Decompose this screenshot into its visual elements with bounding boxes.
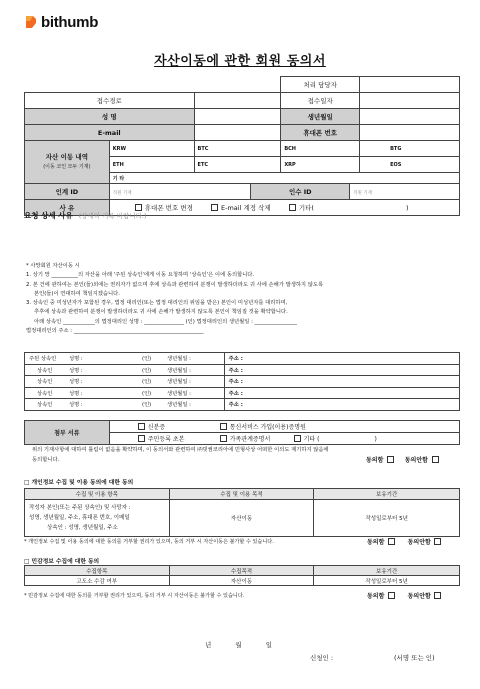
- notice-heading: * 사망회원 자산이동 시: [26, 263, 80, 269]
- coin-btc: BTC: [194, 141, 281, 157]
- handler-label: 처리 담당자: [281, 77, 360, 93]
- attach-telecom-label: 통신서비스 가입(이용)증명원: [229, 424, 306, 431]
- phone-field[interactable]: [360, 125, 460, 141]
- heir-address-cell[interactable]: [224, 399, 459, 411]
- unique-note: * 민감정보 수집에 대한 동의를 거부할 권리가 있으며, 동의 거부 시 자산이동은 불가할 수 있습니다.: [24, 593, 245, 599]
- coin-eos: EOS: [360, 157, 460, 173]
- heir-role: 상속인: [37, 379, 53, 386]
- receipt-date-field[interactable]: [360, 93, 460, 109]
- notice-item-3a: 3. 상속인 중 미성년자가 포함된 경우, 법정 대리인(또는 법정 대리인의 위임을 받은) 본인이 미성년자를 대리하며,: [26, 300, 288, 307]
- attach-row-2: [109, 433, 459, 445]
- personal-items-2: 성명, 생년월일, 주소, 휴대폰 번호, 이메일: [29, 515, 130, 521]
- heir-address: 주소 :: [228, 390, 243, 397]
- personal-agree-label: 동의함: [367, 539, 385, 546]
- personal-period: 작성일로부터 5년: [314, 500, 460, 537]
- unique-note-row: [24, 592, 460, 599]
- heir-name: 성명 :: [69, 402, 83, 409]
- birth-label: 생년월일: [281, 109, 360, 125]
- signature-hint[interactable]: (서명 또는 인): [394, 654, 435, 662]
- heir-seal: (인): [142, 356, 152, 363]
- coin-etc: ETC: [194, 157, 281, 173]
- coin-bch: BCH: [281, 141, 360, 157]
- consent-agree-label: 동의함: [366, 456, 384, 464]
- attach-other-checkbox[interactable]: [294, 435, 301, 442]
- applicant-label: 신청인 :: [310, 654, 334, 662]
- brand-name: bithumb: [41, 13, 99, 31]
- attachment-table: [24, 420, 460, 445]
- notice-item-3b: 추후에 상속과 관련하여 분쟁이 발생하더라도 귀 사에 손해가 발생하지 않도록 본인이 책임질 것을 확약합니다.: [34, 309, 288, 316]
- asset-subtitle: (이동 코인 모두 기재): [43, 164, 91, 170]
- heir-address: 주소 :: [228, 356, 243, 363]
- heir-address-cell[interactable]: [224, 364, 459, 376]
- personal-note: * 개인정보 수집 및 이용 동의에 대한 동의를 거부할 권리가 있으며, 동의 거부 시 자산이동은 불가할 수 있습니다.: [24, 539, 274, 545]
- heir-role: 상속인: [37, 390, 53, 397]
- heir-seal: (인): [142, 402, 152, 409]
- notice-minor-line: 아래 상속인 ____________의 법정대리인 성명 : _______________ (인) 법정대리인의 생년월일 : ________________: [34, 318, 297, 325]
- heir-seal: (인): [142, 390, 152, 397]
- heir-seal: (인): [142, 379, 152, 386]
- request-detail[interactable]: [24, 210, 147, 221]
- transfer-id-hint: 직원 기재: [112, 190, 132, 196]
- coin-xrp: XRP: [281, 157, 360, 173]
- unique-purpose: 자산이동: [169, 576, 314, 586]
- reason-email-label: E-mail 계정 삭제: [221, 204, 271, 212]
- personal-col-purpose: 수집 및 이용 목적: [169, 489, 314, 500]
- request-hint: (상세히 기록 바랍니다.): [78, 212, 147, 220]
- request-label: 요청 상세 사유: [24, 211, 73, 220]
- attach-id-card-label: 신분증: [147, 424, 166, 431]
- coin-krw: KRW: [109, 141, 194, 157]
- reason-label: 사 유: [25, 200, 110, 216]
- attach-label: 첨부 서류: [25, 421, 110, 445]
- heir-role: 주된 상속인: [29, 356, 57, 363]
- notice-item-2b: 본인(들)이 연대하여 책임지겠습니다.: [34, 290, 120, 297]
- attach-family-label: 가족관계증명서: [229, 436, 271, 443]
- coin-other: 기 타: [109, 173, 459, 184]
- receive-id-label: 인수 ID: [251, 184, 350, 200]
- heir-info-cell[interactable]: [25, 353, 225, 365]
- heir-birth: 생년월일 :: [167, 402, 191, 409]
- heir-info-cell[interactable]: [25, 399, 225, 411]
- consent-disagree-label: 동의안함: [404, 456, 428, 464]
- asset-label: [25, 141, 110, 184]
- heir-address-cell[interactable]: [224, 376, 459, 388]
- personal-items-1: 작성자 본인(또는 주된 상속인) 및 사망자 :: [29, 505, 131, 511]
- date-day: 일: [265, 641, 272, 649]
- transfer-id-field[interactable]: [109, 184, 251, 200]
- deceased-notice: [26, 262, 458, 336]
- handler-field[interactable]: [360, 77, 460, 93]
- consent-line-1: 위의 기재사항에 대하여 틀림이 없음을 확약하며, 이 동의서와 관련하여 ㈜빗썸코리아에 민형사상 어떠한 이의도 제기하지 않음에: [32, 447, 329, 453]
- attach-resident-checkbox[interactable]: [138, 435, 145, 442]
- personal-col-period: 보유기간: [314, 489, 460, 500]
- date-year: 년: [205, 641, 212, 649]
- heir-role: 상속인: [37, 367, 53, 374]
- heir-row: [25, 399, 460, 411]
- personal-disagree-checkbox[interactable]: [434, 538, 441, 545]
- heir-info-cell[interactable]: [25, 376, 225, 388]
- attach-telecom-checkbox[interactable]: [220, 423, 227, 430]
- reason-other-label: 기타(: [298, 204, 314, 212]
- heir-address: 주소 :: [228, 402, 243, 409]
- heir-info-cell[interactable]: [25, 364, 225, 376]
- reason-other-close: ): [406, 204, 409, 212]
- personal-purpose: 자산이동: [169, 500, 314, 537]
- consent-line-2: 동의합니다.: [32, 456, 60, 463]
- unique-disagree-checkbox[interactable]: [434, 592, 441, 599]
- unique-agree-group: [367, 591, 444, 600]
- personal-col-items: 수집 및 이용 항목: [25, 489, 170, 500]
- email-field[interactable]: [194, 125, 281, 141]
- consent-block: [32, 446, 460, 465]
- attach-resident-label: 주민등록 초본: [147, 436, 185, 443]
- unique-period: 작성일로부터 5년: [314, 576, 460, 586]
- heir-name: 성명 :: [69, 367, 83, 374]
- name-label: 성 명: [25, 109, 195, 125]
- personal-agree-checkbox[interactable]: [388, 538, 395, 545]
- member-info-table: [24, 76, 460, 216]
- heir-birth: 생년월일 :: [167, 390, 191, 397]
- attach-id-card-checkbox[interactable]: [138, 423, 145, 430]
- heir-name: 성명 :: [69, 379, 83, 386]
- heir-address: 주소 :: [228, 379, 243, 386]
- unique-col-purpose: 수집목적: [169, 566, 314, 576]
- unique-agree-checkbox[interactable]: [388, 592, 395, 599]
- asset-title: 자산 이동 내역: [45, 153, 88, 161]
- unique-items: 고도소 수감 여부: [25, 576, 170, 586]
- coin-btg: BTG: [360, 141, 460, 157]
- heir-birth: 생년월일 :: [167, 379, 191, 386]
- transfer-id-label: 인계 ID: [25, 184, 110, 200]
- heir-address-cell[interactable]: [224, 387, 459, 399]
- receipt-path-field[interactable]: [194, 93, 281, 109]
- heir-seal: (인): [142, 367, 152, 374]
- name-field[interactable]: [194, 109, 281, 125]
- unique-agree-label: 동의함: [367, 593, 385, 600]
- heir-birth: 생년월일 :: [167, 356, 191, 363]
- page-title: 자산이동에 관한 회원 동의서: [154, 54, 326, 69]
- date-month: 월: [235, 641, 242, 649]
- coin-eth: ETH: [109, 157, 194, 173]
- heir-row: [25, 376, 460, 388]
- heir-address: 주소 :: [228, 367, 243, 374]
- heir-row: [25, 353, 460, 365]
- consent-disagree-checkbox[interactable]: [432, 456, 439, 463]
- reason-email-checkbox[interactable]: [211, 204, 218, 211]
- attach-family-checkbox[interactable]: [220, 435, 227, 442]
- personal-note-row: [24, 538, 460, 545]
- reason-other-checkbox[interactable]: [289, 204, 296, 211]
- birth-field[interactable]: [360, 109, 460, 125]
- notice-item-2a: 2. 본 건에 관하여는 본인(들)외에는 권리자가 없으며 후에 상속과 관련하여 분쟁이 발생하더라도 귀 사에 손해가 발생하지 않도록: [26, 281, 324, 288]
- unique-col-items: 수집항목: [25, 566, 170, 576]
- reason-options: [109, 200, 459, 216]
- phone-label: 휴대폰 번호: [281, 125, 360, 141]
- attach-other-label: 기타 (: [303, 436, 320, 443]
- attach-row-1: [109, 421, 459, 433]
- receipt-path-label: 접수경로: [25, 93, 195, 109]
- heir-name: 성명 :: [69, 390, 83, 397]
- notice-address-line: 법정대리인의 주소 : _________________________________________________: [26, 328, 204, 335]
- bithumb-logo: [24, 13, 98, 31]
- unique-info-table: [24, 565, 460, 586]
- receipt-date-label: 접수일자: [281, 93, 360, 109]
- heir-role: 상속인: [37, 402, 53, 409]
- personal-info-table: [24, 488, 460, 537]
- heir-birth: 생년월일 :: [167, 367, 191, 374]
- receive-id-hint: 직원 기재: [353, 190, 372, 196]
- personal-agree-group: [367, 537, 444, 546]
- reason-phone-label: 휴대폰 번호 변경: [144, 204, 193, 212]
- consent-agree-group: [366, 456, 442, 467]
- personal-items-3: 상속인 : 성명, 생년월일, 주소: [47, 525, 118, 531]
- heirs-table: [24, 352, 460, 411]
- receive-id-field[interactable]: [350, 184, 460, 200]
- notice-item-1: 1. 상기 망 __________의 자산을 아래 '주된 상속인'에게 이동 요청하며 '상속인'은 이에 동의합니다.: [26, 272, 255, 279]
- unique-disagree-label: 동의안함: [407, 593, 431, 600]
- email-label: E-mail: [25, 125, 195, 141]
- unique-section-header: □ 민감정보 수집에 대한 동의: [24, 559, 100, 565]
- personal-section-header: □ 개인정보 수집 및 이용 동의에 대한 동의: [24, 480, 134, 486]
- heir-name: 성명 :: [69, 356, 83, 363]
- date-line[interactable]: [205, 640, 272, 649]
- heir-info-cell[interactable]: [25, 387, 225, 399]
- bithumb-logo-icon: [24, 15, 38, 29]
- attach-other-close: ): [374, 436, 377, 443]
- heir-row: [25, 364, 460, 376]
- heir-row: [25, 387, 460, 399]
- consent-agree-checkbox[interactable]: [387, 456, 394, 463]
- heir-address-cell[interactable]: [224, 353, 459, 365]
- unique-col-period: 보유기간: [314, 566, 460, 576]
- personal-disagree-label: 동의안함: [407, 539, 431, 546]
